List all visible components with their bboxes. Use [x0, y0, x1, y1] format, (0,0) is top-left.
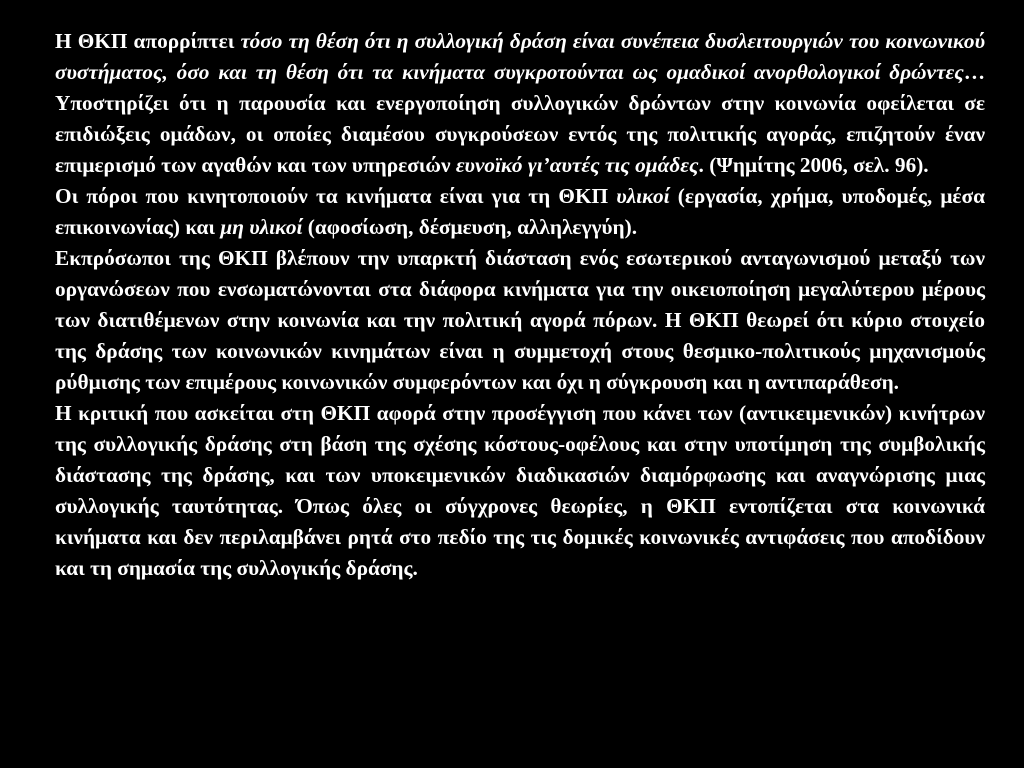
slide-body: [55, 26, 985, 584]
text-segment: Οι πόροι που κινητοποιούν τα κινήματα είναι για τη ΘΚΠ: [55, 184, 617, 208]
paragraph-4: [55, 398, 985, 584]
text-segment: Εκπρόσωποι της ΘΚΠ βλέπουν την υπαρκτή διάσταση ενός εσωτερικού ανταγωνισμού μεταξύ των οργανώσεων που ενσωματώνονται στα διάφορα κινήματα για την οικειοποίηση μεγαλύτερου μέρους των διατιθέμενων στην κοινωνία και την πολιτική αγορά πόρων. Η ΘΚΠ θεωρεί ότι κύριο στοιχείο της δράσης των κοινωνικών κινημάτων είναι η συμμετοχή στους θεσμικο-πολιτικούς μηχανισμούς ρύθμισης των επιμέρους κοινωνικών συμφερόντων και όχι η σύγκρουση και η αντιπαράθεση.: [55, 246, 985, 394]
text-segment: Η ΘΚΠ απορρίπτει: [55, 29, 241, 53]
paragraph-1: [55, 26, 985, 181]
italic-text-segment: τόσο τη θέση ότι η συλλογική δράση είναι συνέπεια δυσλειτουργιών του κοινωνικού συστήματος, όσο και τη θέση ότι τα κινήματα συγκροτούνται ως ομαδικοί ανορθολογικοί δρώντες: [55, 29, 985, 84]
italic-text-segment: υλικοί: [616, 184, 670, 208]
citation-text: . (Ψημίτης 2006, σελ. 96).: [698, 153, 929, 177]
text-segment: (εργασία, χρήμα, υποδομές, μέσα επικοινωνίας) και: [55, 184, 985, 239]
paragraph-3: [55, 243, 985, 398]
text-segment: … Υποστηρίζει ότι η παρουσία και ενεργοποίηση συλλογικών δρώντων στην κοινωνία οφείλεται σε επιδιώξεις ομάδων, οι οποίες διαμέσου συγκρούσεων εντός της πολιτικής αγοράς, επιζητούν έναν επιμερισμό των αγαθών και των υπηρεσιών: [55, 60, 985, 177]
text-segment: (αφοσίωση, δέσμευση, αλληλεγγύη).: [302, 215, 638, 239]
italic-text-segment: μη υλικοί: [220, 215, 303, 239]
text-segment: Η κριτική που ασκείται στη ΘΚΠ αφορά στην προσέγγιση που κάνει των (αντικειμενικών) κινήτρων της συλλογικής δράσης στη βάση της σχέσης κόστους-οφέλους και στην υποτίμηση της συμβολικής διάστασης της δράσης, και των υποκειμενικών διαδικασιών διαμόρφωσης και αναγνώρισης μιας συλλογικής ταυτότητας. Όπως όλες οι σύγχρονες θεωρίες, η ΘΚΠ εντοπίζεται στα κοινωνικά κινήματα και δεν περιλαμβάνει ρητά στο πεδίο της τις δομικές κοινωνικές αντιφάσεις που αποδίδουν και τη σημασία της συλλογικής δράσης.: [55, 401, 985, 580]
paragraph-2: [55, 181, 985, 243]
italic-text-segment: ευνοϊκό γι’αυτές τις ομάδες: [455, 153, 699, 177]
